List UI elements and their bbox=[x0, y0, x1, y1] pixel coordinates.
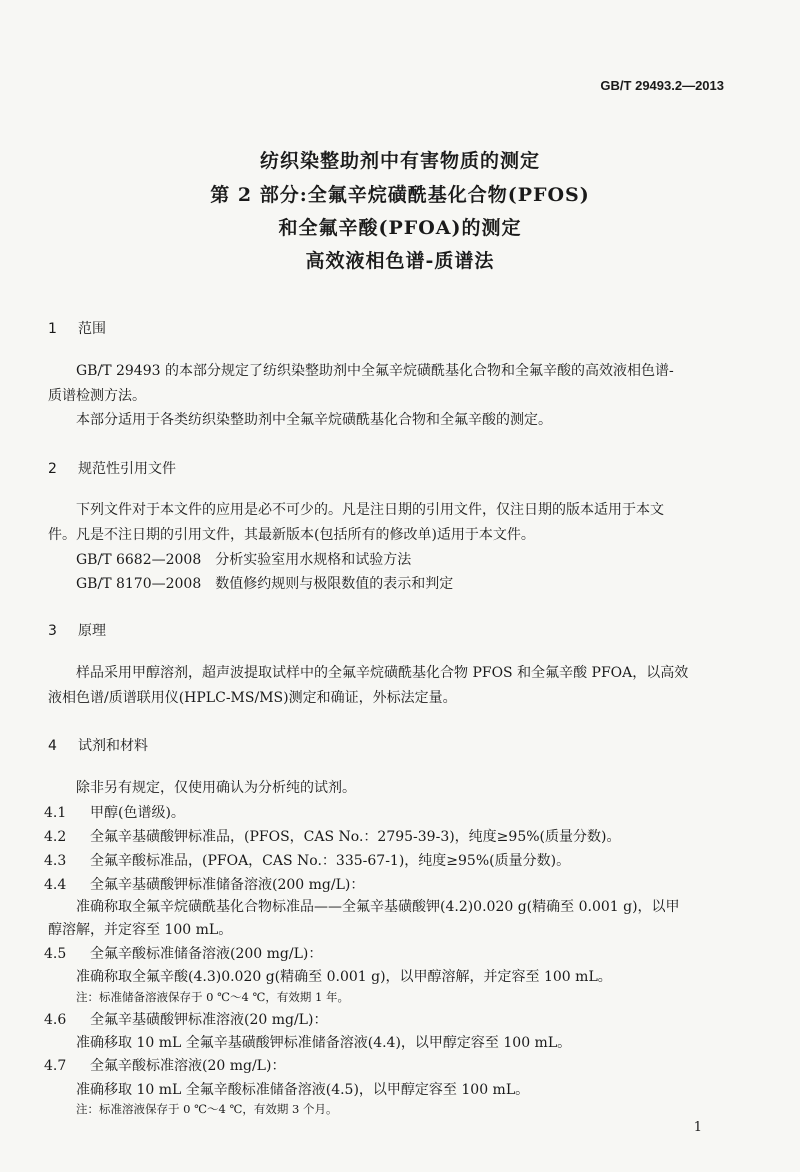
standard-number: GB/T 29493.2—2013 bbox=[600, 78, 724, 93]
section-heading-1 bbox=[48, 318, 106, 338]
clause-text: 全氟辛基磺酸钾标准品，(PFOS，CAS No.：2795-39-3)，纯度≥95%(质量分数)。 bbox=[90, 829, 621, 845]
clause-number: 4.7 bbox=[44, 1058, 67, 1074]
clause-number: 4.3 bbox=[44, 853, 67, 869]
clause-text: 甲醇(色谱级)。 bbox=[90, 805, 185, 821]
section-number: 1 bbox=[48, 321, 57, 337]
section-title: 规范性引用文件 bbox=[78, 461, 176, 477]
title-line-4: 高效液相色谱-质谱法 bbox=[305, 250, 495, 272]
clause-4-3 bbox=[44, 850, 570, 870]
clause-number: 4.6 bbox=[44, 1012, 67, 1028]
paragraph: 下列文件对于本文件的应用是必不可少的。凡是注日期的引用文件，仅注日期的版本适用于本文 bbox=[76, 502, 664, 518]
paragraph: 本部分适用于各类纺织染整助剂中全氟辛烷磺酰基化合物和全氟辛酸的测定。 bbox=[76, 412, 552, 428]
title-line-2: 第 2 部分:全氟辛烷磺酰基化合物(PFOS) bbox=[210, 184, 590, 206]
paragraph: GB/T 29493 的本部分规定了纺织染整助剂中全氟辛烷磺酰基化合物和全氟辛酸的高效液相色谱- bbox=[76, 363, 674, 379]
paragraph: 准确称取全氟辛烷磺酰基化合物标准品——全氟辛基磺酸钾(4.2)0.020 g(精确至 0.001 g)，以甲 bbox=[76, 899, 680, 915]
clause-text: 全氟辛酸标准品，(PFOA，CAS No.：335-67-1)，纯度≥95%(质量分数)。 bbox=[90, 853, 571, 869]
clause-text: 全氟辛基磺酸钾标准溶液(20 mg/L)： bbox=[90, 1012, 328, 1028]
paragraph: 样品采用甲醇溶剂，超声波提取试样中的全氟辛烷磺酰基化合物 PFOS 和全氟辛酸 PFOA，以高效 bbox=[76, 665, 689, 681]
clause-4-2 bbox=[44, 826, 620, 846]
clause-number: 4.2 bbox=[44, 829, 67, 845]
clause-number: 4.4 bbox=[44, 877, 67, 893]
clause-number: 4.5 bbox=[44, 946, 67, 962]
paragraph: 件。凡是不注日期的引用文件，其最新版本(包括所有的修改单)适用于本文件。 bbox=[48, 527, 535, 543]
paragraph: 液相色谱/质谱联用仪(HPLC-MS/MS)测定和确证，外标法定量。 bbox=[48, 690, 457, 706]
paragraph: 质谱检测方法。 bbox=[48, 388, 146, 404]
section-title: 范围 bbox=[78, 321, 106, 337]
paragraph: 除非另有规定，仅使用确认为分析纯的试剂。 bbox=[76, 780, 356, 796]
clause-number: 4.1 bbox=[44, 805, 67, 821]
note: 注：标准储备溶液保存于 0 ℃～4 ℃，有效期 1 年。 bbox=[76, 990, 349, 1004]
normative-reference: GB/T 6682—2008 分析实验室用水规格和试验方法 bbox=[76, 552, 412, 568]
paragraph: 醇溶解，并定容至 100 mL。 bbox=[48, 922, 233, 938]
paragraph: 准确移取 10 mL 全氟辛基磺酸钾标准储备溶液(4.4)，以甲醇定容至 100 mL。 bbox=[76, 1035, 572, 1051]
page-number: 1 bbox=[693, 1120, 702, 1135]
clause-text: 全氟辛酸标准储备溶液(200 mg/L)： bbox=[90, 946, 323, 962]
section-heading-2 bbox=[48, 458, 176, 478]
paragraph: 准确称取全氟辛酸(4.3)0.020 g(精确至 0.001 g)，以甲醇溶解，并定容至 100 mL。 bbox=[76, 969, 612, 985]
title-line-3: 和全氟辛酸(PFOA)的测定 bbox=[278, 217, 522, 239]
clause-4-4 bbox=[44, 874, 364, 894]
section-heading-4 bbox=[48, 735, 148, 755]
clause-4-5 bbox=[44, 943, 322, 963]
section-heading-3 bbox=[48, 620, 106, 640]
clause-text: 全氟辛基磺酸钾标准储备溶液(200 mg/L)： bbox=[90, 877, 365, 893]
normative-reference: GB/T 8170—2008 数值修约规则与极限数值的表示和判定 bbox=[76, 576, 454, 592]
title-line-1: 纺织染整助剂中有害物质的测定 bbox=[259, 150, 540, 172]
clause-4-7 bbox=[44, 1055, 285, 1075]
note: 注：标准溶液保存于 0 ℃～4 ℃，有效期 3 个月。 bbox=[76, 1102, 338, 1116]
clause-4-1 bbox=[44, 802, 185, 822]
section-number: 2 bbox=[48, 461, 57, 477]
section-title: 原理 bbox=[78, 623, 106, 639]
section-number: 4 bbox=[48, 738, 57, 754]
section-number: 3 bbox=[48, 623, 57, 639]
paragraph: 准确移取 10 mL 全氟辛酸标准储备溶液(4.5)，以甲醇定容至 100 mL。 bbox=[76, 1082, 530, 1098]
clause-text: 全氟辛酸标准溶液(20 mg/L)： bbox=[90, 1058, 286, 1074]
clause-4-6 bbox=[44, 1009, 327, 1029]
section-title: 试剂和材料 bbox=[78, 738, 148, 754]
